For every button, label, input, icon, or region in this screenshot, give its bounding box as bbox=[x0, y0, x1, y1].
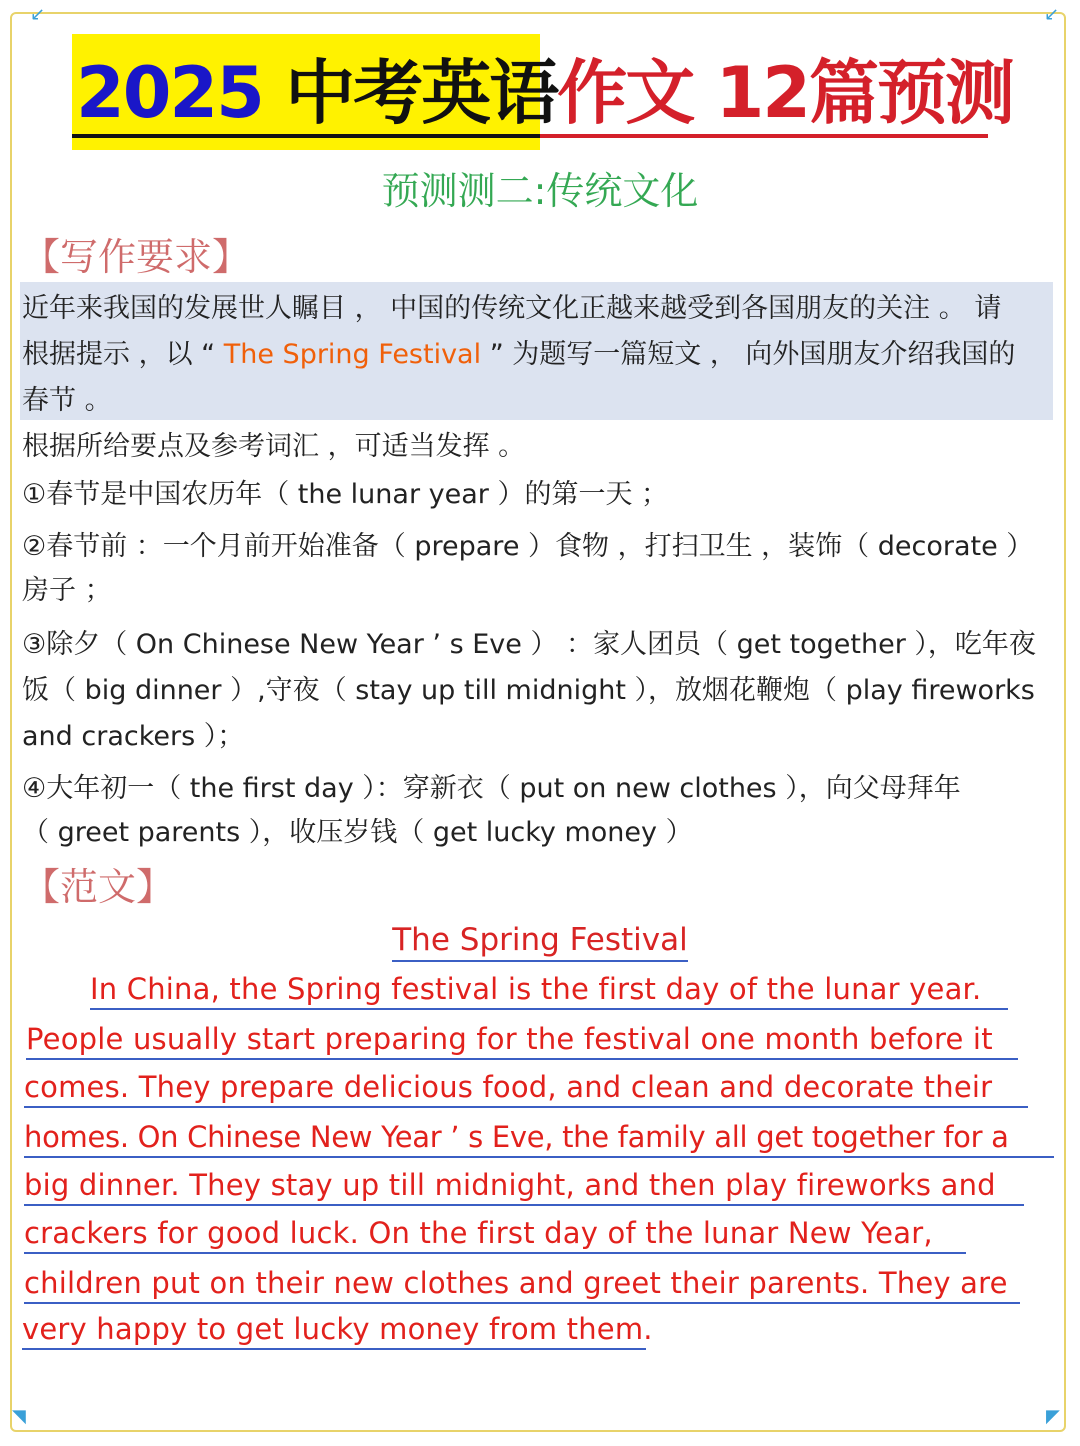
essay-title: The Spring Festival bbox=[0, 922, 1080, 958]
point-item: ①春节是中国农历年（ the lunar year ）的第一天 ； bbox=[22, 479, 669, 510]
essay-line: children put on their new clothes and greet their parents. They are bbox=[24, 1264, 1020, 1304]
corner-decoration-icon: ◥ bbox=[12, 1406, 26, 1427]
requirements-line: 根据所给要点及参考词汇 ，可适当发挥 。 bbox=[22, 431, 526, 462]
corner-decoration-icon: ↙ bbox=[30, 4, 46, 25]
requirements-line: 春节 。 bbox=[22, 385, 112, 416]
page-title: 2025 中考英语作文 12篇预测 bbox=[76, 52, 1013, 134]
subtitle: 预测测二:传统文化 bbox=[381, 169, 699, 213]
title-block bbox=[72, 34, 1013, 150]
requirements-line: 近年来我国的发展世人瞩目 ， 中国的传统文化正越来越受到各国朋友的关注 。 请 bbox=[22, 293, 1002, 324]
essay-line: very happy to get lucky money from them. bbox=[22, 1310, 646, 1350]
corner-decoration-icon: ◤ bbox=[1046, 1406, 1060, 1427]
requirements-line: 根据提示 ，以 “ The Spring Festival ” 为题写一篇短文 ， 向外国朋友介绍我国的 bbox=[22, 339, 1016, 370]
essay-line: People usually start preparing for the festival one month before it bbox=[26, 1020, 1018, 1060]
point-item: 饭（ big dinner ）,守夜（ stay up till midnight ），放烟花鞭炮（ play fireworks bbox=[22, 675, 1035, 706]
point-item: ②春节前 ：一个月前开始准备（ prepare ）食物 ，打扫卫生 ，装饰（ decorate ） bbox=[22, 531, 1034, 562]
point-item: （ greet parents ），收压岁钱（ get lucky money ） bbox=[22, 817, 693, 848]
essay-line: comes. They prepare delicious food, and clean and decorate their bbox=[24, 1068, 1028, 1108]
point-item: ③除夕（ On Chinese New Year ’ s Eve ） ：家人团员（ get together ），吃年夜 bbox=[22, 629, 1036, 660]
essay-line: In China, the Spring festival is the first day of the lunar year. bbox=[90, 970, 1008, 1010]
corner-decoration-icon: ↙ bbox=[1044, 4, 1060, 25]
essay-line: big dinner. They stay up till midnight, and then play fireworks and bbox=[24, 1166, 1024, 1206]
topic-title: The Spring Festival bbox=[223, 339, 482, 370]
point-item: and crackers ）； bbox=[22, 721, 245, 752]
point-item: 房子 ； bbox=[22, 575, 112, 606]
requirements-label: 【写作要求】 bbox=[22, 235, 251, 279]
sample-label: 【范文】 bbox=[22, 865, 175, 909]
title-underline-red bbox=[540, 134, 988, 138]
essay-line: homes. On Chinese New Year ’ s Eve, the family all get together for a bbox=[24, 1118, 1054, 1158]
point-item: ④大年初一（ the first day ）：穿新衣（ put on new clothes ），向父母拜年 bbox=[22, 773, 961, 804]
essay-line: crackers for good luck. On the first day of the lunar New Year, bbox=[24, 1214, 966, 1254]
